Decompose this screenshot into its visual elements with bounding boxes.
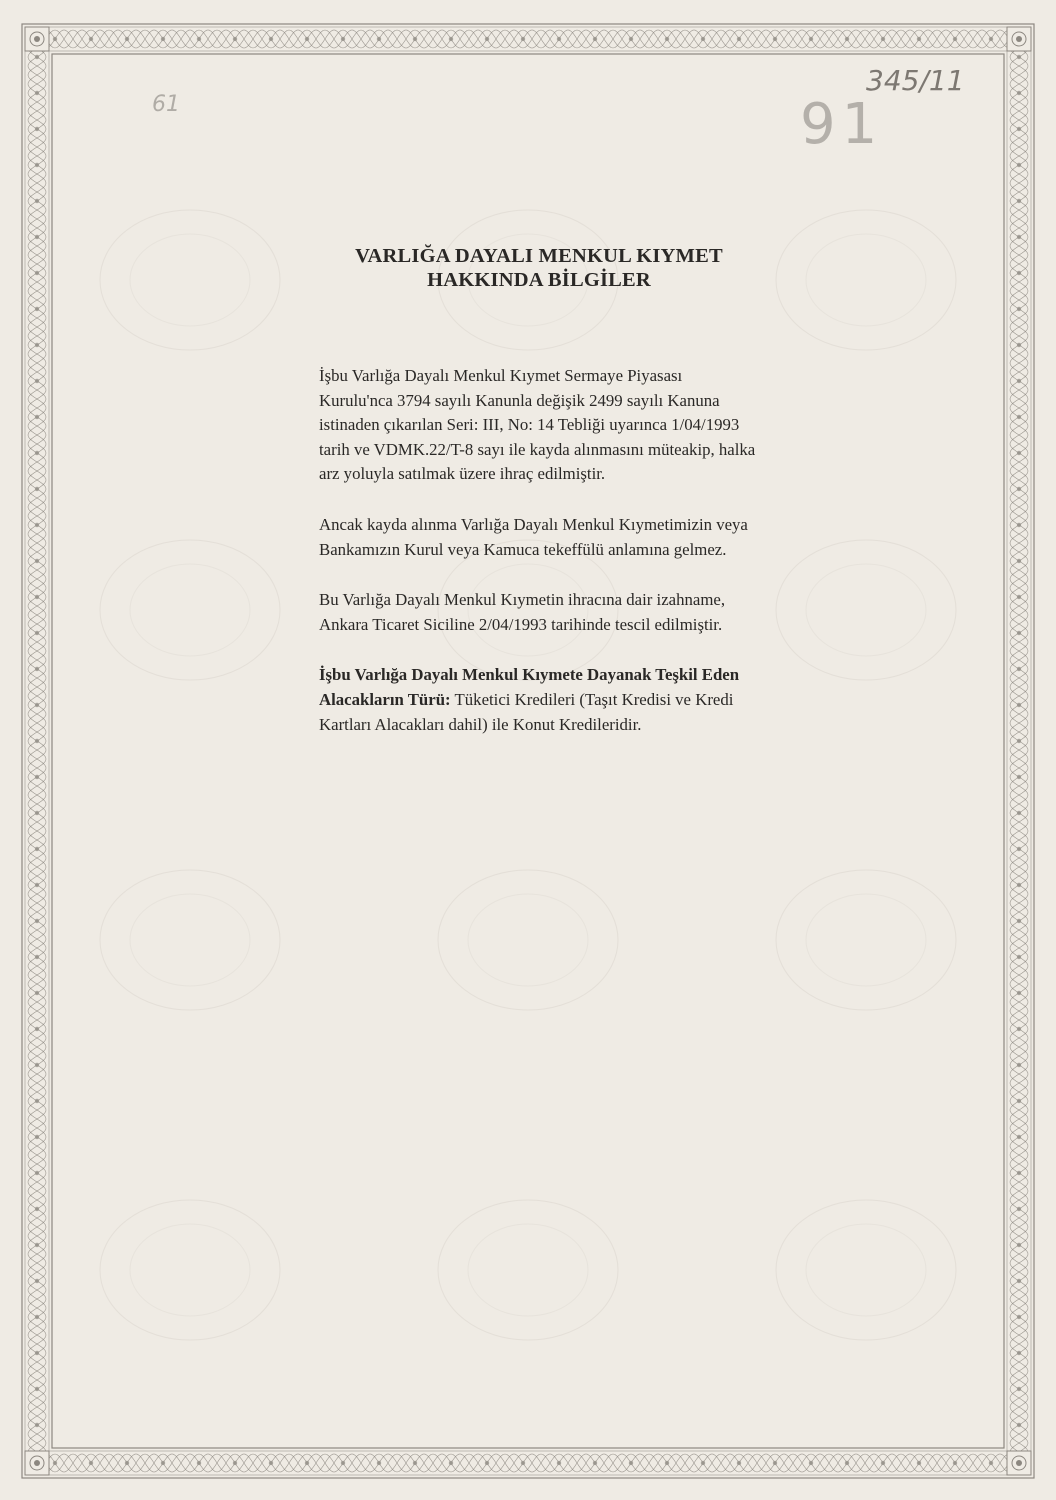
paragraph-prospectus: Bu Varlığa Dayalı Menkul Kıymetin ihracına dair izahname, Ankara Ticaret Siciline 2/04/1993 tarihinde tescil edilmiştir. bbox=[319, 590, 726, 634]
document-title bbox=[309, 244, 769, 292]
handwritten-note-left: 61 bbox=[152, 92, 180, 117]
receivables-type-label: İşbu Varlığa Dayalı Menkul Kıymete Dayanak Teşkil Eden Alacakların Türü: bbox=[319, 665, 740, 709]
paragraph-receivables-type bbox=[319, 663, 759, 737]
title-line-2: HAKKINDA BİLGİLER bbox=[427, 269, 651, 291]
handwritten-note-middle: 91 bbox=[800, 92, 884, 157]
title-line-1: VARLIĞA DAYALI MENKUL KIYMET bbox=[355, 245, 723, 267]
paragraph-guarantee-disclaimer: Ancak kayda alınma Varlığa Dayalı Menkul Kıymetimizin veya Bankamızın Kurul veya Kamuca tekeffülü anlamına gelmez. bbox=[319, 514, 748, 559]
paragraph-registration: İşbu Varlığa Dayalı Menkul Kıymet Sermaye Piyasası Kurulu'nca 3794 sayılı Kanunla değişik 2499 sayılı Kanuna istinaden çıkarılan Seri: III, No: 14 Tebliği uyarınca 1/04/1993 tarih ve VDMK.22/T-8 sayı ile kayda alınmasını müteakip, halka arz yoluyla satılmak üzere ihraç edilmiştir. bbox=[319, 366, 756, 484]
handwritten-note-right: 345/11 bbox=[866, 64, 965, 97]
document-content bbox=[319, 244, 759, 737]
receivables-type-value: Tüketici Kredileri (Taşıt Kredisi ve Kredi Kartları Alacakları dahil) ile Konut Kredileridir. bbox=[319, 689, 734, 734]
